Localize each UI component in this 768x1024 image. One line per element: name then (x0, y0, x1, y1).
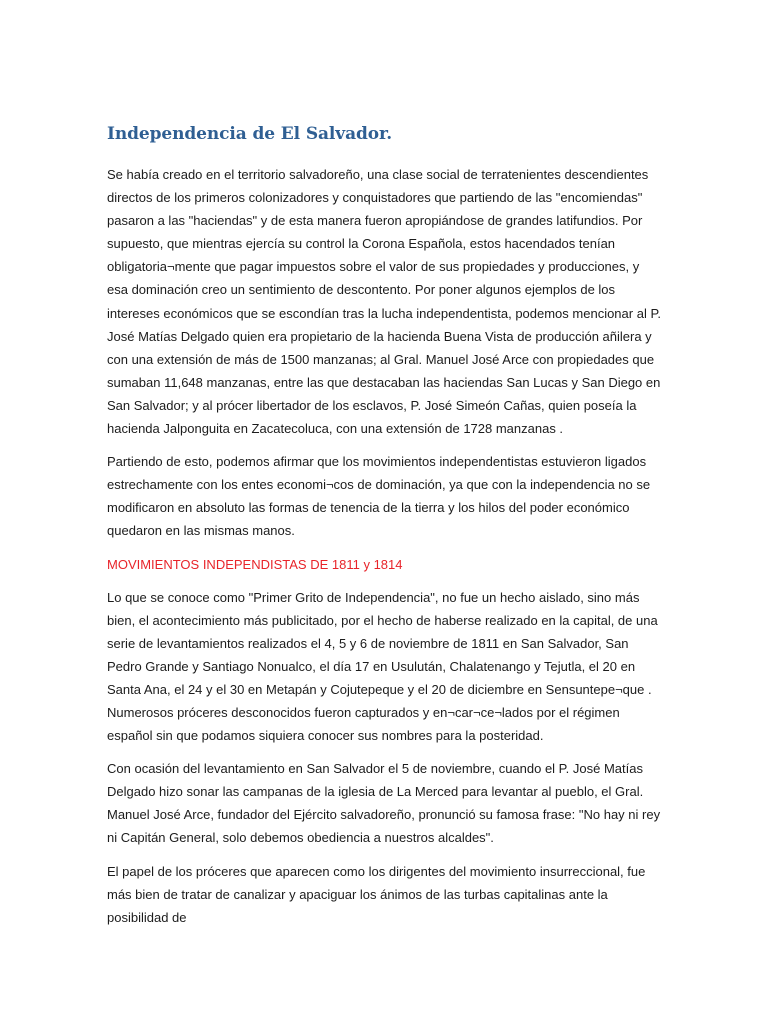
paragraph-5: El papel de los próceres que aparecen como los dirigentes del movimiento insurreccional, fue más bien de tratar de canalizar y apaciguar los ánimos de las turbas capitalinas ante la posibilidad de (107, 863, 646, 925)
section-heading: MOVIMIENTOS INDEPENDISTAS DE 1811 y 1814 (107, 556, 403, 572)
paragraph-4: Con ocasión del levantamiento en San Salvador el 5 de noviembre, cuando el P. José Matías Delgado hizo sonar las campanas de la iglesia de La Merced para levantar al pueblo, el Gral. Manuel José Arce, fundador del Ejército salvadoreño, pronunció su famosa frase: "No hay ni rey ni Capitán General, solo debemos obediencia a nuestros alcaldes". (107, 761, 661, 846)
paragraph-1: Se había creado en el territorio salvadoreño, una clase social de terratenientes descendientes directos de los primeros colonizadores y conquistadores que partiendo de las "encomiendas" pasaron a las "haciendas" y de esta manera fueron apropiándose de grandes latifundios. Por supuesto, que mientras ejercía su control la Corona Española, estos hacendados tenían obligatoria¬mente que pagar impuestos sobre el valor de sus propiedades y producciones, y esa dominación creo un sentimiento de descontento. Por poner algunos ejemplos de los intereses económicos que se escondían tras la lucha independentista, podemos mencionar al P. José Matías Delgado quien era propietario de la hacienda Buena Vista de producción añilera y con una extensión de más de 1500 manzanas; al Gral. Manuel José Arce con propiedades que sumaban 11,648 manzanas, entre las que destacaban las haciendas San Lucas y San Diego en San Salvador; y al prócer libertador de los esclavos, P. José Simeón Cañas, quien poseía la hacienda Jalponguita en Zacatecoluca, con una extensión de 1728 manzanas . (107, 167, 662, 437)
document-body (107, 122, 663, 939)
paragraph-3: Lo que se conoce como "Primer Grito de Independencia", no fue un hecho aislado, sino más bien, el acontecimiento más publicitado, por el hecho de haberse realizado en la capital, de una serie de levantamientos realizados el 4, 5 y 6 de noviembre de 1811 en San Salvador, San Pedro Grande y Santiago Nonualco, el día 17 en Usulután, Chalatenango y Tejutla, el 20 en Santa Ana, el 24 y el 30 en Metapán y Cojutepeque y el 20 de diciembre en Sensuntepe¬que . Numerosos próceres desconocidos fueron capturados y en¬car¬ce¬lados por el régimen español sin que podamos siquiera conocer sus nombres para la posteridad. (107, 589, 658, 744)
paragraph-2: Partiendo de esto, podemos afirmar que los movimientos independentistas estuvieron ligados estrechamente con los entes economi¬cos de dominación, ya que con la independencia no se modificaron en absoluto las formas de tenencia de la tierra y los hilos del poder económico quedaron en las mismas manos. (107, 454, 651, 539)
document-title: Independencia de El Salvador. (107, 124, 393, 144)
